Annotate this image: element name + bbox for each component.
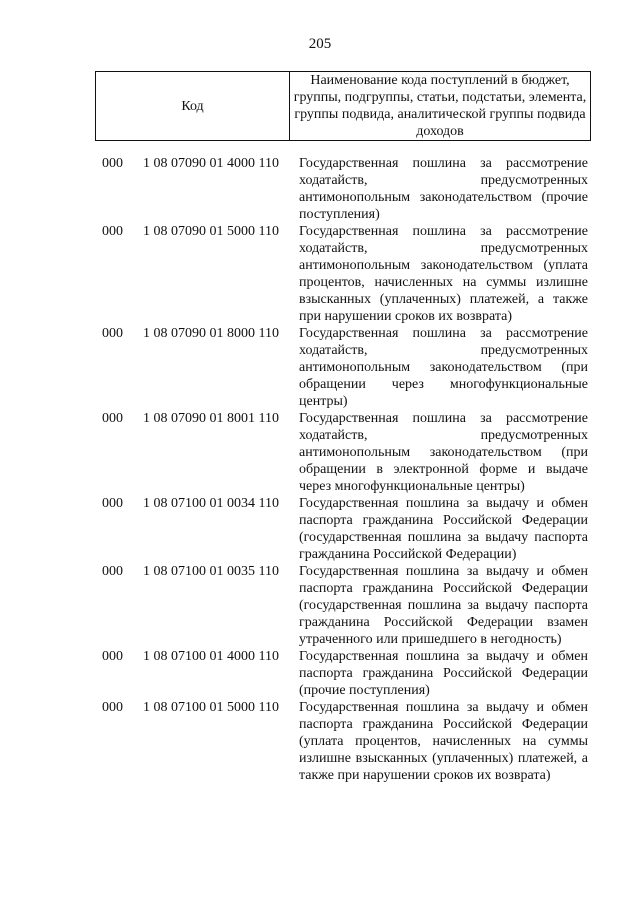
row-admin-code: 000 xyxy=(102,649,123,664)
row-description: Государственная пошлина за рассмотрение ходатайств, предусмотренных антимонопольным законодательством (прочие поступления) xyxy=(299,156,588,222)
row-description: Государственная пошлина за выдачу и обмен паспорта гражданина Российской Федерации (уплата процентов, начисленных на суммы излишне взысканных (уплаченных) платежей, а также при нарушении сроков их возврата) xyxy=(299,700,588,783)
table-row xyxy=(0,155,640,223)
row-admin-code: 000 xyxy=(102,700,123,715)
table-row xyxy=(0,495,640,563)
row-revenue-code: 1 08 07100 01 0034 110 xyxy=(143,496,279,511)
row-revenue-code: 1 08 07090 01 5000 110 xyxy=(143,224,279,239)
row-revenue-code: 1 08 07100 01 0035 110 xyxy=(143,564,279,579)
row-revenue-code: 1 08 07100 01 4000 110 xyxy=(143,649,279,664)
row-description: Государственная пошлина за выдачу и обмен паспорта гражданина Российской Федерации (государственная пошлина за выдачу паспорта гражданина Российской Федерации взамен утраченного или пришедшего в негодность) xyxy=(299,564,588,647)
page-number: 205 xyxy=(308,36,332,52)
row-revenue-code: 1 08 07090 01 8000 110 xyxy=(143,326,279,341)
row-revenue-code: 1 08 07100 01 5000 110 xyxy=(143,700,279,715)
table-row xyxy=(0,410,640,495)
header-name-cell: Наименование кода поступлений в бюджет, группы, подгруппы, статьи, подстатьи, элемента, группы подвида, аналитической группы подвида доходов xyxy=(290,72,591,141)
row-description: Государственная пошлина за рассмотрение ходатайств, предусмотренных антимонопольным законодательством (при обращении через многофункциональные центры) xyxy=(299,326,588,409)
table-row xyxy=(0,223,640,325)
row-admin-code: 000 xyxy=(102,156,123,171)
row-revenue-code: 1 08 07090 01 8001 110 xyxy=(143,411,279,426)
table-row xyxy=(0,563,640,648)
row-admin-code: 000 xyxy=(102,496,123,511)
header-code-cell: Код xyxy=(96,72,290,141)
row-admin-code: 000 xyxy=(102,224,123,239)
table-body xyxy=(0,155,640,784)
row-description: Государственная пошлина за рассмотрение ходатайств, предусмотренных антимонопольным законодательством (уплата процентов, начисленных на суммы излишне взысканных (уплаченных) платежей, а также при нарушении сроков их возврата) xyxy=(299,224,588,324)
table-row xyxy=(0,648,640,699)
table-row xyxy=(0,699,640,784)
row-admin-code: 000 xyxy=(102,411,123,426)
row-revenue-code: 1 08 07090 01 4000 110 xyxy=(143,156,279,171)
row-description: Государственная пошлина за выдачу и обмен паспорта гражданина Российской Федерации (прочие поступления) xyxy=(299,649,588,698)
row-description: Государственная пошлина за рассмотрение ходатайств, предусмотренных антимонопольным законодательством (при обращении в электронной форме и выдаче через многофункциональные центры) xyxy=(299,411,588,494)
row-description: Государственная пошлина за выдачу и обмен паспорта гражданина Российской Федерации (государственная пошлина за выдачу паспорта гражданина Российской Федерации) xyxy=(299,496,588,562)
table-row xyxy=(0,325,640,410)
row-admin-code: 000 xyxy=(102,564,123,579)
table-header xyxy=(95,71,591,141)
row-admin-code: 000 xyxy=(102,326,123,341)
